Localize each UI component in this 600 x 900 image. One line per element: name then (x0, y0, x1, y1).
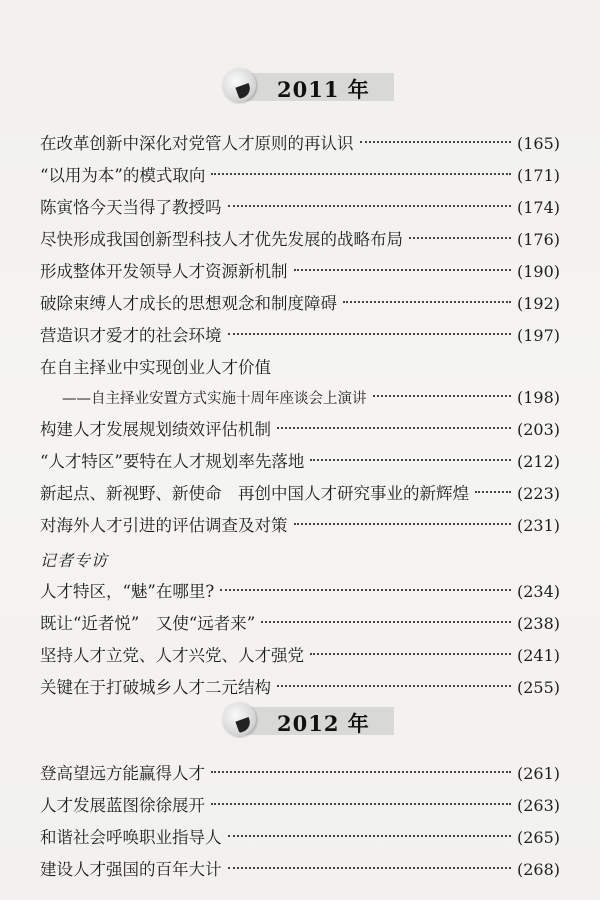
toc-entry[interactable] (40, 644, 560, 668)
entry-page: (197) (516, 326, 560, 345)
dot-leader (277, 685, 511, 687)
dot-leader (261, 621, 511, 623)
section-header-2011 (222, 66, 402, 106)
toc-entry-title-only[interactable] (40, 356, 560, 380)
dot-leader (220, 589, 511, 591)
dot-leader (211, 771, 511, 773)
entry-page: (198) (516, 388, 560, 407)
dot-leader (343, 301, 511, 303)
bleed-through-text (40, 46, 570, 62)
dot-leader (228, 835, 511, 837)
entry-title: 破除束缚人才成长的思想观念和制度障碍 (40, 294, 337, 313)
entry-page: (174) (516, 198, 560, 217)
toc-entry[interactable] (40, 450, 560, 474)
dot-leader (294, 269, 511, 271)
dot-leader (373, 395, 511, 397)
toc-entry[interactable] (40, 612, 560, 636)
toc-entry[interactable] (40, 292, 560, 316)
entry-page: (268) (516, 860, 560, 879)
dot-leader (277, 427, 511, 429)
toc-entry[interactable] (40, 676, 560, 700)
entry-title: 人才特区，“魅”在哪里? (40, 582, 215, 601)
entry-title: “以用为本”的模式取向 (40, 166, 206, 185)
section-header-2012 (222, 700, 402, 740)
dot-leader (310, 653, 511, 655)
entry-title: 对海外人才引进的评估调查及对策 (40, 516, 288, 535)
entry-page: (171) (516, 166, 560, 185)
toc-entry[interactable] (40, 196, 560, 220)
entry-title: “人才特区”要特在人才规划率先落地 (40, 452, 305, 471)
entry-page: (255) (516, 678, 560, 697)
entry-page: (234) (516, 582, 560, 601)
entry-page: (190) (516, 262, 560, 281)
entry-page: (265) (516, 828, 560, 847)
subsection-label: 记者专访 (40, 551, 109, 570)
entry-title: 登高望远方能赢得人才 (40, 764, 205, 783)
entry-title: 新起点、新视野、新使命 再创中国人才研究事业的新辉煌 (40, 484, 469, 503)
entry-title: 在自主择业中实现创业人才价值 (40, 358, 271, 377)
entry-title: 坚持人才立党、人才兴党、人才强党 (40, 646, 304, 665)
entry-title: 人才发展蓝图徐徐展开 (40, 796, 205, 815)
dot-leader (409, 237, 511, 239)
toc-entry[interactable] (40, 762, 560, 786)
section-year-title: 2011 年 (277, 77, 370, 102)
entry-page: (203) (516, 420, 560, 439)
dot-leader (475, 491, 511, 493)
entry-subtitle: ——自主择业安置方式实施十周年座谈会上演讲 (62, 391, 367, 407)
entry-page: (238) (516, 614, 560, 633)
entry-title: 构建人才发展规划绩效评估机制 (40, 420, 271, 439)
entry-page: (241) (516, 646, 560, 665)
toc-entry[interactable] (40, 858, 560, 882)
dot-leader (228, 867, 511, 869)
entry-title: 既让“近者悦” 又使“远者来” (40, 614, 256, 633)
entry-title: 和谐社会呼唤职业指导人 (40, 828, 222, 847)
entry-page: (231) (516, 516, 560, 535)
dot-leader (360, 141, 511, 143)
dot-leader (228, 205, 511, 207)
entry-title: 尽快形成我国创新型科技人才优先发展的战略布局 (40, 230, 403, 249)
bullet-disc-icon (222, 68, 256, 102)
entry-title: 在改革创新中深化对党管人才原则的再认识 (40, 134, 354, 153)
section-year-title: 2012 年 (277, 711, 370, 736)
dot-leader (294, 523, 511, 525)
dot-leader (211, 173, 511, 175)
entry-page: (165) (516, 134, 560, 153)
entry-page: (192) (516, 294, 560, 313)
toc-entry[interactable] (40, 132, 560, 156)
entry-page: (263) (516, 796, 560, 815)
toc-entry[interactable] (40, 826, 560, 850)
dot-leader (310, 459, 511, 461)
entry-title: 陈寅恪今天当得了教授吗 (40, 198, 222, 217)
toc-entry[interactable] (40, 324, 560, 348)
entry-title: 形成整体开发领导人才资源新机制 (40, 262, 288, 281)
entry-page: (223) (516, 484, 560, 503)
toc-entry[interactable] (40, 260, 560, 284)
toc-entry[interactable] (40, 482, 560, 506)
toc-entry[interactable] (40, 580, 560, 604)
entry-title: 建设人才强国的百年大计 (40, 860, 222, 879)
entry-page: (176) (516, 230, 560, 249)
entry-page: (212) (516, 452, 560, 471)
toc-entry[interactable] (40, 418, 560, 442)
entry-title: 关键在于打破城乡人才二元结构 (40, 678, 271, 697)
dot-leader (228, 333, 511, 335)
toc-entry[interactable] (40, 164, 560, 188)
dot-leader (211, 803, 511, 805)
toc-entry[interactable] (40, 794, 560, 818)
toc-entry[interactable] (40, 514, 560, 538)
bullet-disc-icon (222, 702, 256, 736)
entry-page: (261) (516, 764, 560, 783)
toc-entry[interactable] (40, 228, 560, 252)
entry-title: 营造识才爱才的社会环境 (40, 326, 222, 345)
toc-entry-subtitle[interactable] (62, 386, 560, 410)
